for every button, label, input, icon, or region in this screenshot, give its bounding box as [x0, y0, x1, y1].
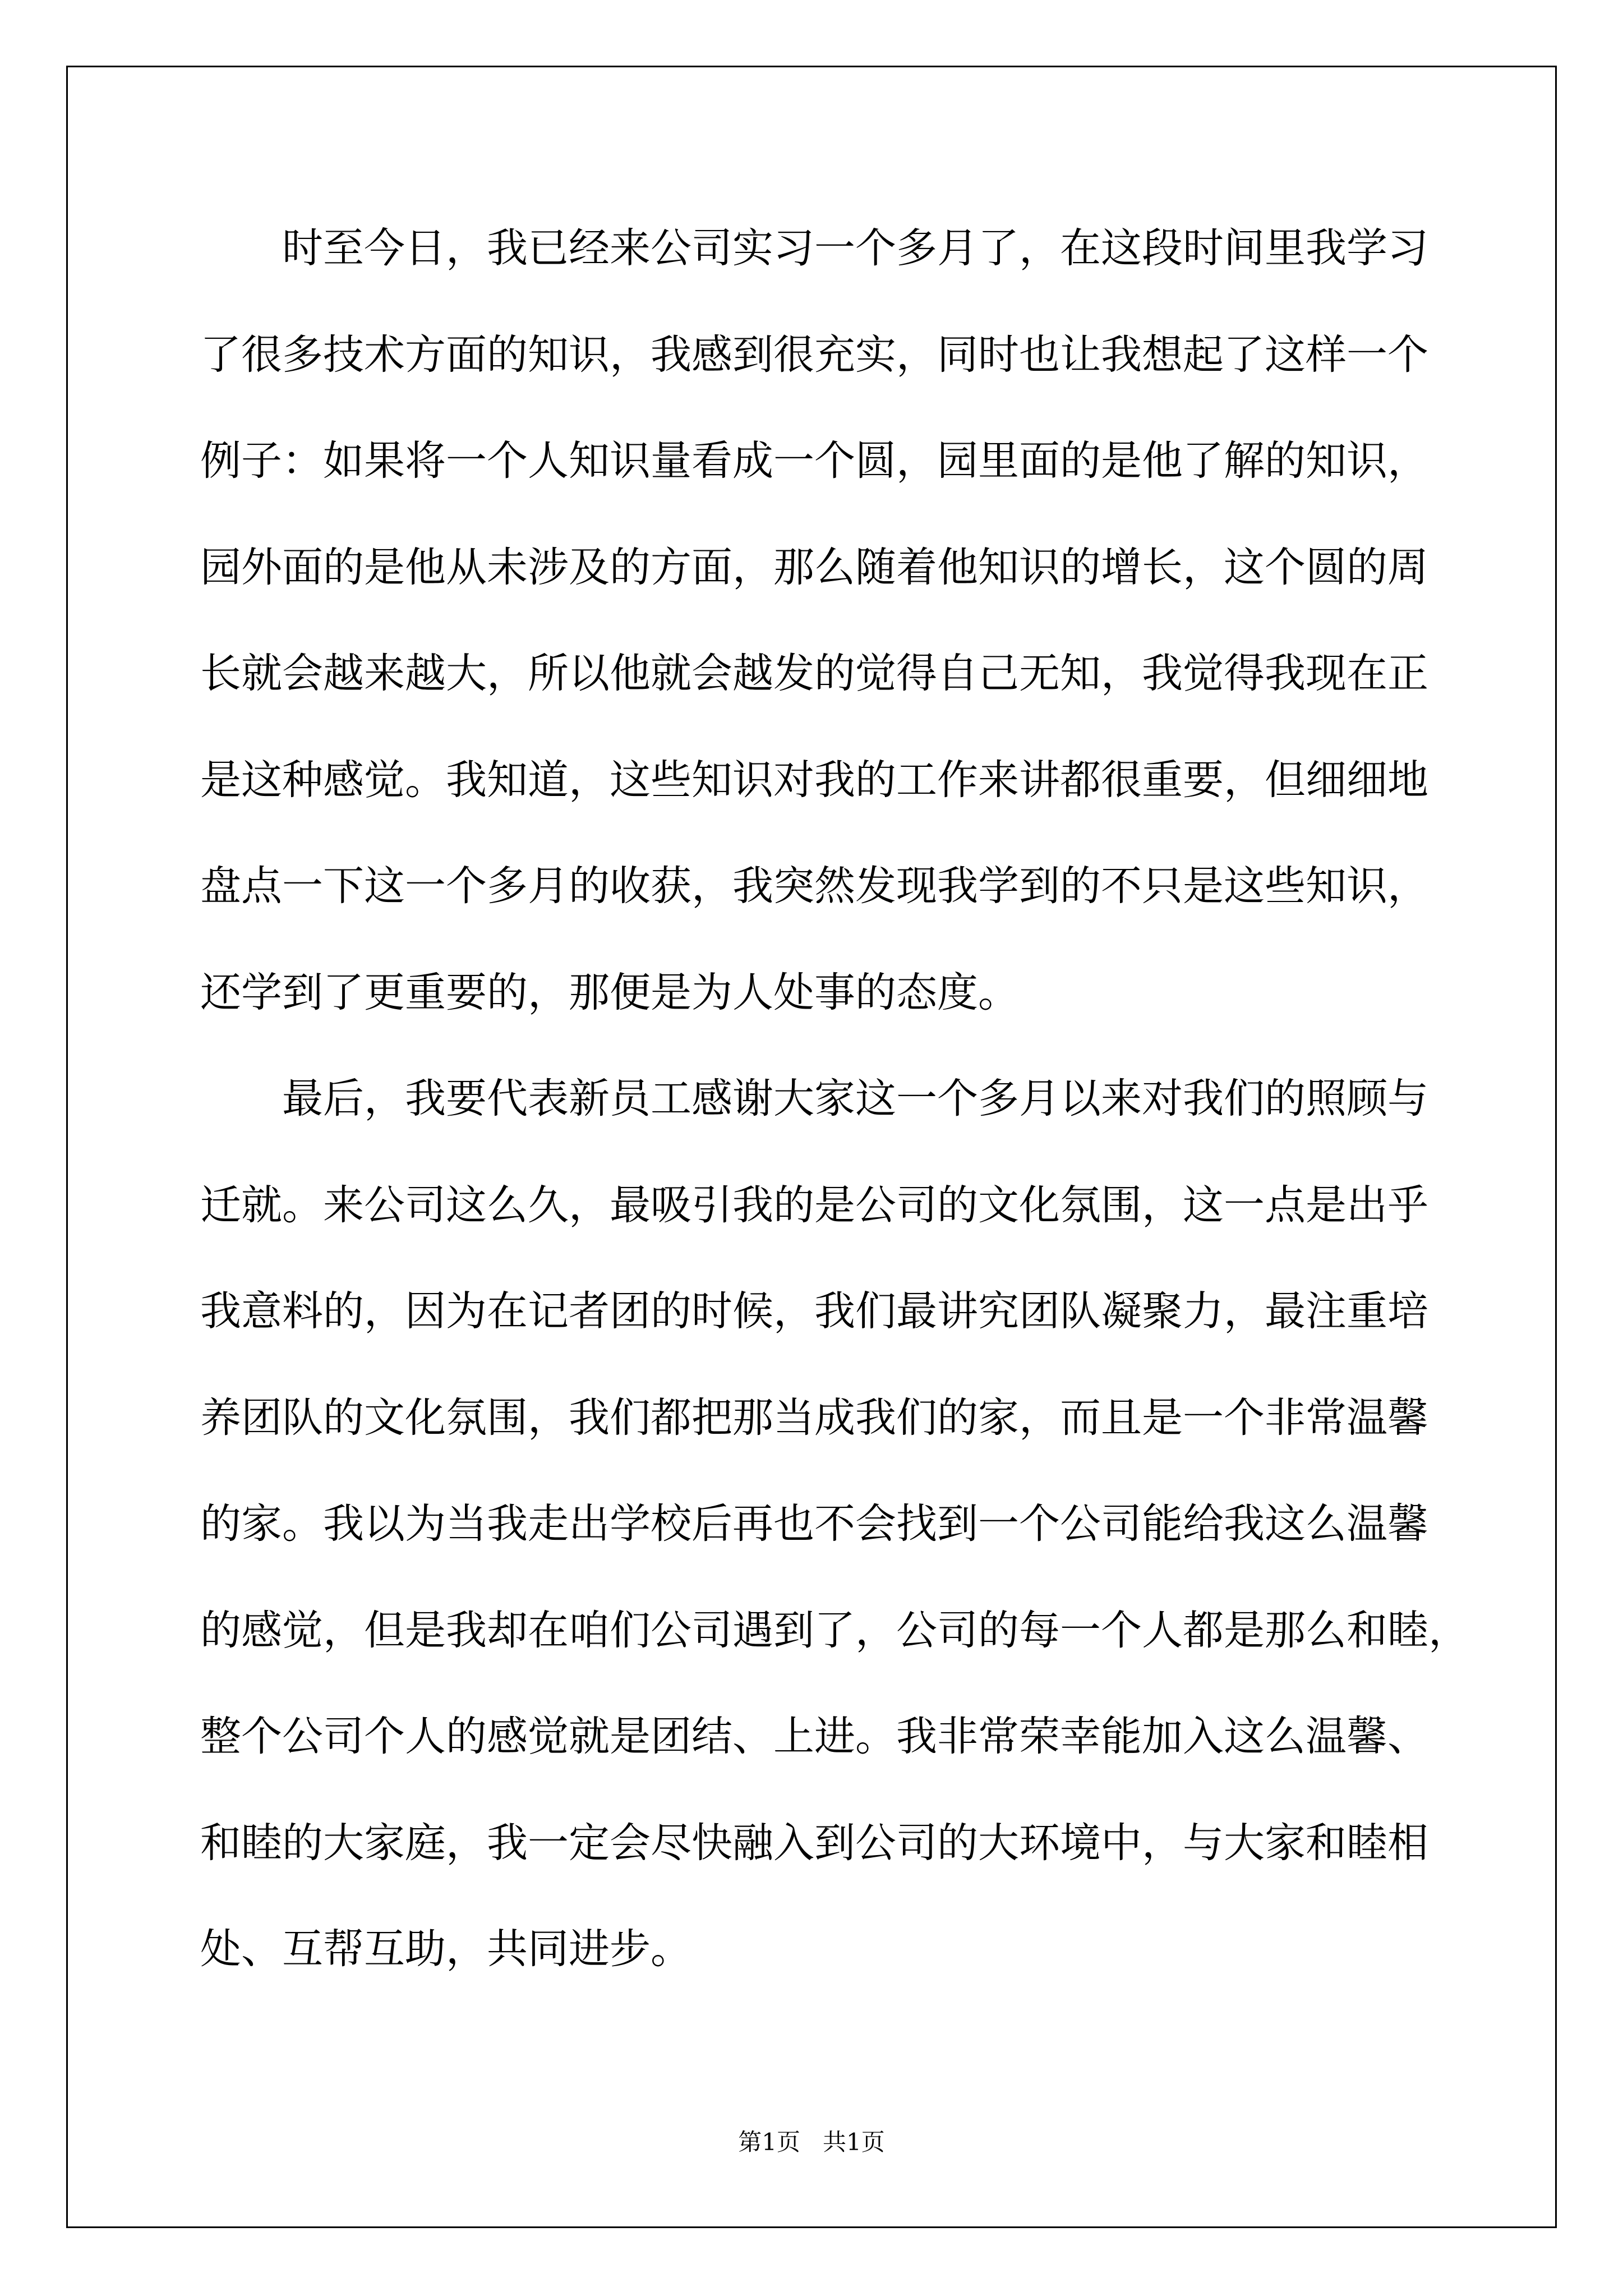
page-total: 共1页: [823, 2128, 885, 2156]
text-line: 处、互帮互助，共同进步。: [200, 1925, 691, 1973]
text-line: 的家。我以为当我走出学校后再也不会找到一个公司能给我这么温馨: [200, 1500, 1428, 1548]
text-line: 和睦的大家庭，我一定会尽快融入到公司的大环境中，与大家和睦相: [200, 1819, 1428, 1867]
text-line: 我意料的，因为在记者团的时候，我们最讲究团队凝聚力，最注重培: [200, 1287, 1428, 1335]
text-line: 还学到了更重要的，那便是为人处事的态度。: [200, 968, 1019, 1016]
text-line: 养团队的文化氛围，我们都把那当成我们的家，而且是一个非常温馨: [200, 1393, 1428, 1442]
text-line: 长就会越来越大，所以他就会越发的觉得自己无知，我觉得我现在正: [200, 650, 1428, 697]
page-number: 第1页: [738, 2128, 800, 2156]
text-line: 迁就。来公司这么久，最吸引我的是公司的文化氛围，这一点是出乎: [200, 1181, 1428, 1229]
text-line: 是这种感觉。我知道，这些知识对我的工作来讲都很重要，但细细地: [200, 756, 1428, 804]
text-line: 整个公司个人的感觉就是团结、上进。我非常荣幸能加入这么温馨、: [200, 1713, 1428, 1760]
paragraph-1: [200, 195, 1434, 1046]
text-line: 时至今日，我已经来公司实习一个多月了，在这段时间里我学习: [282, 224, 1428, 272]
text-line: 盘点一下这一个多月的收获，我突然发现我学到的不只是这些知识，: [200, 862, 1428, 910]
paragraph-2: [200, 1046, 1469, 2003]
page-footer: [0, 2125, 1623, 2159]
text-line: 了很多技术方面的知识，我感到很充实，同时也让我想起了这样一个: [200, 330, 1428, 379]
document-body: [200, 195, 1469, 2003]
text-line: 最后，我要代表新员工感谢大家这一个多月以来对我们的照顾与: [282, 1075, 1428, 1122]
text-line: 例子：如果将一个人知识量看成一个圆，园里面的是他了解的知识，: [200, 437, 1428, 485]
text-line: 园外面的是他从未涉及的方面，那么随着他知识的增长，这个圆的周: [200, 543, 1428, 591]
text-line: 的感觉，但是我却在咱们公司遇到了，公司的每一个人都是那么和睦，: [200, 1606, 1469, 1654]
